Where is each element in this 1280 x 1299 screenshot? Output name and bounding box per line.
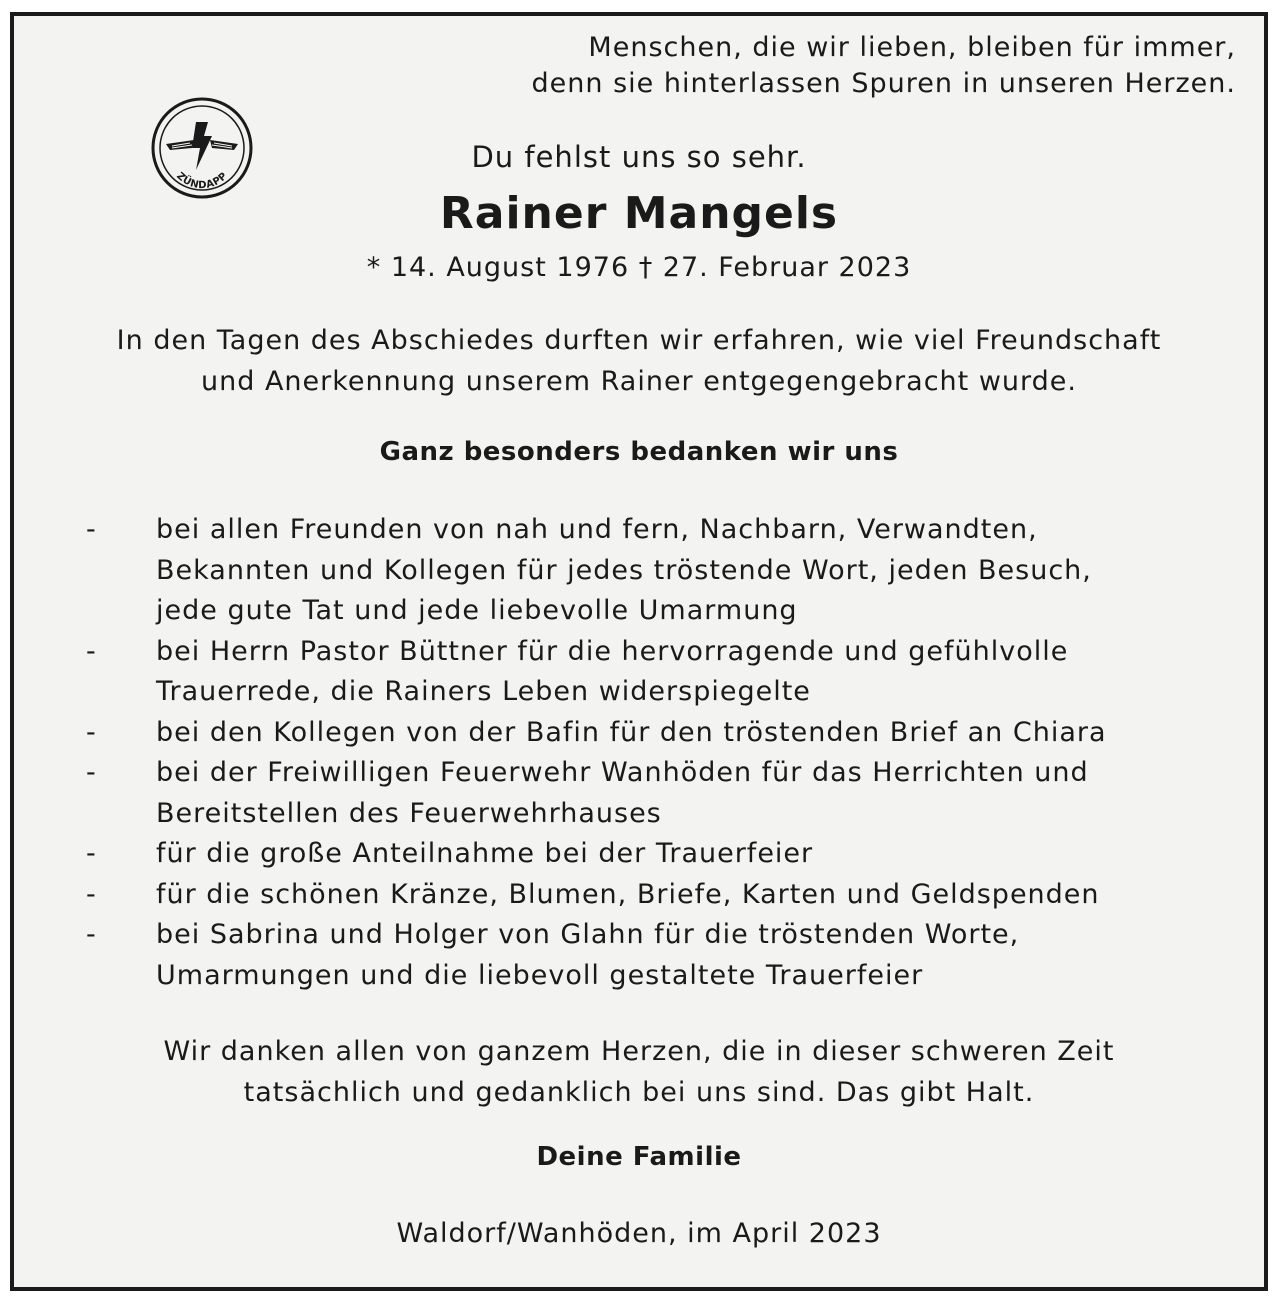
subtitle: Du fehlst uns so sehr. [471, 140, 807, 174]
list-item-line: Bekannten und Kollegen für jedes tröstende Wort, jeden Besuch, [156, 554, 1092, 586]
list-item-line: jede gute Tat und jede liebevolle Umarmung [156, 595, 798, 626]
list-item-line: bei den Kollegen von der Bafin für den tröstenden Brief an Chiara [156, 716, 1107, 748]
thanks-heading: Ganz besonders bedanken wir uns [379, 437, 899, 467]
list-item [74, 510, 1244, 632]
closing-paragraph [14, 1031, 1264, 1113]
obituary-card [10, 12, 1268, 1291]
list-item-line: bei der Freiwilligen Feuerwehr Wanhöden für das Herrichten und [156, 757, 1089, 788]
motto-line-1: Menschen, die wir lieben, bleiben für immer, [588, 32, 1236, 63]
list-item [74, 753, 1244, 834]
list-item [74, 875, 1244, 916]
closing-line-2: tatsächlich und gedanklich bei uns sind. Das gibt Halt. [243, 1077, 1035, 1108]
list-item-line: Trauerrede, die Rainers Leben widerspiegelte [156, 676, 811, 707]
bullet-dash: - [86, 514, 97, 545]
motto-quote [532, 30, 1236, 102]
list-item-line: Bereitstellen des Feuerwehrhauses [156, 797, 662, 829]
list-item [74, 713, 1244, 754]
deceased-name: Rainer Mangels [439, 188, 839, 239]
list-item-line: bei Sabrina und Holger von Glahn für die tröstenden Worte, [156, 919, 1020, 950]
motto-line-2: denn sie hinterlassen Spuren in unseren Herzen. [531, 68, 1236, 99]
bullet-dash: - [86, 838, 97, 869]
signature: Deine Familie [536, 1142, 742, 1172]
bullet-dash: - [86, 757, 97, 788]
bullet-dash: - [86, 716, 97, 748]
list-item [74, 915, 1244, 996]
bullet-dash: - [86, 919, 97, 950]
list-item-line: für die große Anteilnahme bei der Trauerfeier [156, 838, 814, 869]
thanks-list [74, 510, 1244, 996]
intro-line-1: In den Tagen des Abschiedes durften wir erfahren, wie viel Freundschaft [116, 325, 1162, 356]
closing-line-1: Wir danken allen von ganzem Herzen, die in dieser schweren Zeit [163, 1036, 1115, 1067]
life-dates: * 14. August 1976 † 27. Februar 2023 [366, 252, 912, 283]
list-item [74, 834, 1244, 875]
place-date: Waldorf/Wanhöden, im April 2023 [396, 1218, 882, 1249]
list-item-line: Umarmungen und die liebevoll gestaltete Trauerfeier [156, 959, 924, 991]
bullet-dash: - [86, 635, 97, 667]
list-item-line: bei Herrn Pastor Büttner für die hervorragende und gefühlvolle [156, 635, 1069, 667]
logo-text: ZÜNDAPP [174, 170, 230, 192]
intro-line-2: und Anerkennung unserem Rainer entgegengebracht wurde. [201, 366, 1077, 397]
list-item [74, 632, 1244, 713]
list-item-line: bei allen Freunden von nah und fern, Nachbarn, Verwandten, [156, 514, 1038, 545]
intro-paragraph [14, 320, 1264, 402]
list-item-line: für die schönen Kränze, Blumen, Briefe, Karten und Geldspenden [156, 878, 1100, 910]
bullet-dash: - [86, 878, 97, 910]
